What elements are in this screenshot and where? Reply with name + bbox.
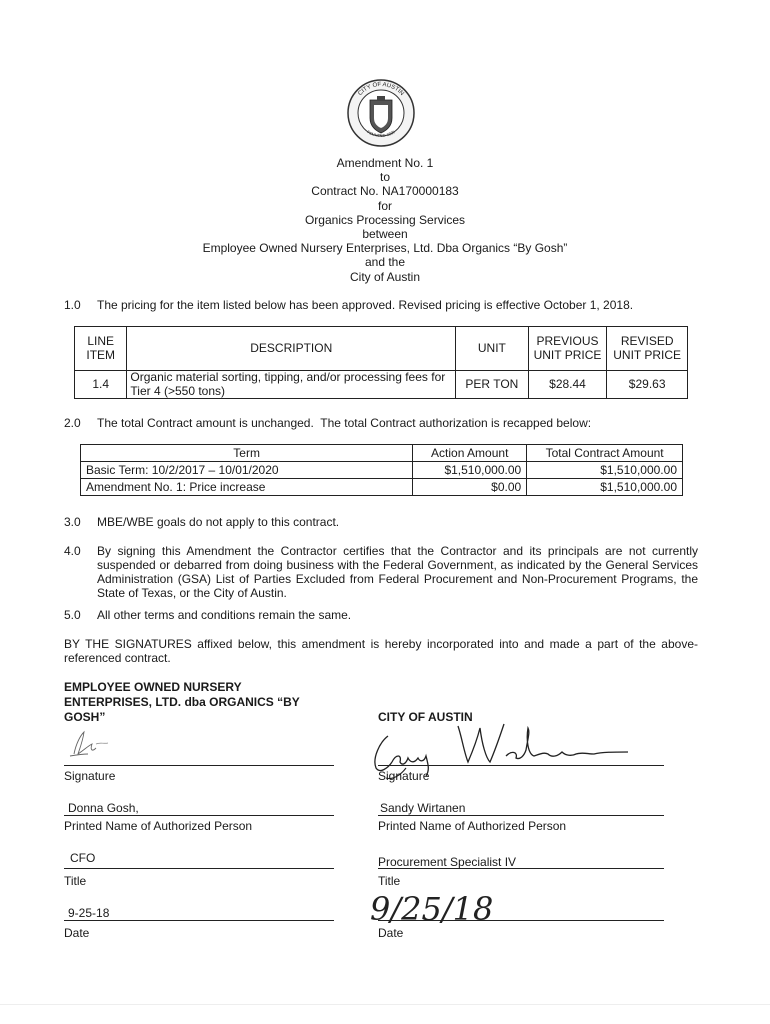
cell-term: Basic Term: 10/2/2017 – 10/01/2020	[81, 462, 413, 479]
document-header	[0, 156, 770, 284]
contractor-company-line-2: ENTERPRISES, LTD. dba ORGANICS “BY	[64, 695, 300, 709]
seal-bottom-text: FOUNDED 1839	[366, 129, 396, 138]
column-header-description: DESCRIPTION	[127, 327, 456, 371]
city-name: City of Austin	[349, 269, 421, 284]
services-name: Organics Processing Services	[304, 212, 466, 227]
table-row	[75, 371, 688, 399]
contractor-printed-name-line	[64, 815, 334, 816]
city-title-label: Title	[378, 874, 401, 888]
header-and-the: and the	[364, 255, 406, 270]
column-header-revised-unit-price: REVISED UNIT PRICE	[607, 327, 688, 371]
cell-action-amount: $0.00	[413, 479, 527, 496]
section-text: All other terms and conditions remain the same.	[97, 608, 352, 622]
seal-top-text: CITY OF AUSTIN	[357, 81, 405, 98]
cell-action-amount: $1,510,000.00	[413, 462, 527, 479]
section-number: 5.0	[64, 608, 81, 622]
closing-statement: BY THE SIGNATURES affixed below, this amendment is hereby incorporated into and made a part of the above-referenced contract.	[64, 637, 698, 665]
section-number: 1.0	[64, 298, 81, 312]
table-header-row	[75, 327, 688, 371]
contractor-company-line-1: EMPLOYEE OWNED NURSERY	[64, 680, 242, 694]
column-header-line-item: LINE ITEM	[75, 327, 127, 371]
column-header-total-contract-amount: Total Contract Amount	[527, 445, 683, 462]
section-2	[64, 416, 698, 430]
section-text: By signing this Amendment the Contractor certifies that the Contractor and its principals are not currently suspended or debarred from doing business with the Federal Government, as indicated by the General Services Administration (GSA) List of Parties Excluded from Federal Procurement and Non-Procurement Programs, the State of Texas, or the City of Austin.	[97, 544, 698, 600]
section-text: The pricing for the item listed below has been approved. Revised pricing is effective October 1, 2018.	[97, 298, 634, 312]
cell-revised-price: $29.63	[607, 371, 688, 399]
contractor-name: Employee Owned Nursery Enterprises, Ltd. Dba Organics “By Gosh”	[202, 241, 568, 256]
table-row	[81, 479, 683, 496]
amendment-number: Amendment No. 1	[336, 156, 434, 170]
cell-total-amount: $1,510,000.00	[527, 479, 683, 496]
city-date-line	[378, 920, 664, 921]
column-header-unit: UNIT	[456, 327, 529, 371]
contractor-handwritten-signature	[66, 724, 116, 764]
city-of-austin-seal	[336, 78, 426, 148]
scan-artifact	[0, 1004, 770, 1005]
contractor-title: CFO	[70, 851, 96, 865]
section-5	[64, 608, 698, 622]
contractor-date: 9-25-18	[68, 906, 110, 920]
cell-description: Organic material sorting, tipping, and/or processing fees for Tier 4 (>550 tons)	[127, 371, 456, 399]
column-header-action-amount: Action Amount	[413, 445, 527, 462]
contractor-title-line	[64, 868, 334, 869]
city-date-ink: 9/25/18	[370, 890, 494, 928]
city-date-label: Date	[378, 926, 404, 940]
section-number: 3.0	[64, 515, 81, 529]
section-number: 2.0	[64, 416, 81, 430]
contract-recap-table	[80, 444, 683, 496]
contractor-date-line	[64, 920, 334, 921]
cell-unit: PER TON	[456, 371, 529, 399]
section-number: 4.0	[64, 544, 81, 558]
contractor-date-label: Date	[64, 926, 90, 940]
city-signatory-name: CITY OF AUSTIN	[378, 710, 473, 724]
pricing-table	[74, 326, 688, 399]
contractor-signature-label: Signature	[64, 769, 116, 783]
city-signature-label: Signature	[378, 769, 430, 783]
header-between: between	[362, 227, 408, 242]
city-printed-name-label: Printed Name of Authorized Person	[378, 819, 567, 833]
city-title: Procurement Specialist IV	[378, 855, 517, 869]
contractor-printed-name: Donna Gosh,	[68, 801, 139, 815]
section-3	[64, 515, 698, 529]
table-row	[81, 462, 683, 479]
header-for: for	[377, 198, 392, 213]
contractor-printed-name-label: Printed Name of Authorized Person	[64, 819, 253, 833]
section-text: The total Contract amount is unchanged. The total Contract authorization is recapped below:	[97, 416, 592, 430]
section-1	[64, 298, 698, 312]
city-signature-line	[378, 765, 664, 766]
contractor-company-line-3: GOSH”	[64, 710, 106, 724]
column-header-term: Term	[81, 445, 413, 462]
cell-previous-price: $28.44	[528, 371, 607, 399]
cell-total-amount: $1,510,000.00	[527, 462, 683, 479]
city-title-line	[378, 868, 664, 869]
header-to: to	[379, 170, 390, 185]
column-header-previous-unit-price: PREVIOUS UNIT PRICE	[528, 327, 607, 371]
section-4	[64, 544, 698, 600]
cell-term: Amendment No. 1: Price increase	[81, 479, 413, 496]
section-text: MBE/WBE goals do not apply to this contract.	[97, 515, 340, 529]
cell-line-item: 1.4	[75, 371, 127, 399]
contractor-title-label: Title	[64, 874, 87, 888]
contractor-signature-line	[64, 765, 334, 766]
table-header-row	[81, 445, 683, 462]
contract-number: Contract No. NA170000183	[311, 184, 459, 199]
city-printed-name: Sandy Wirtanen	[380, 801, 466, 815]
city-printed-name-line	[378, 815, 664, 816]
